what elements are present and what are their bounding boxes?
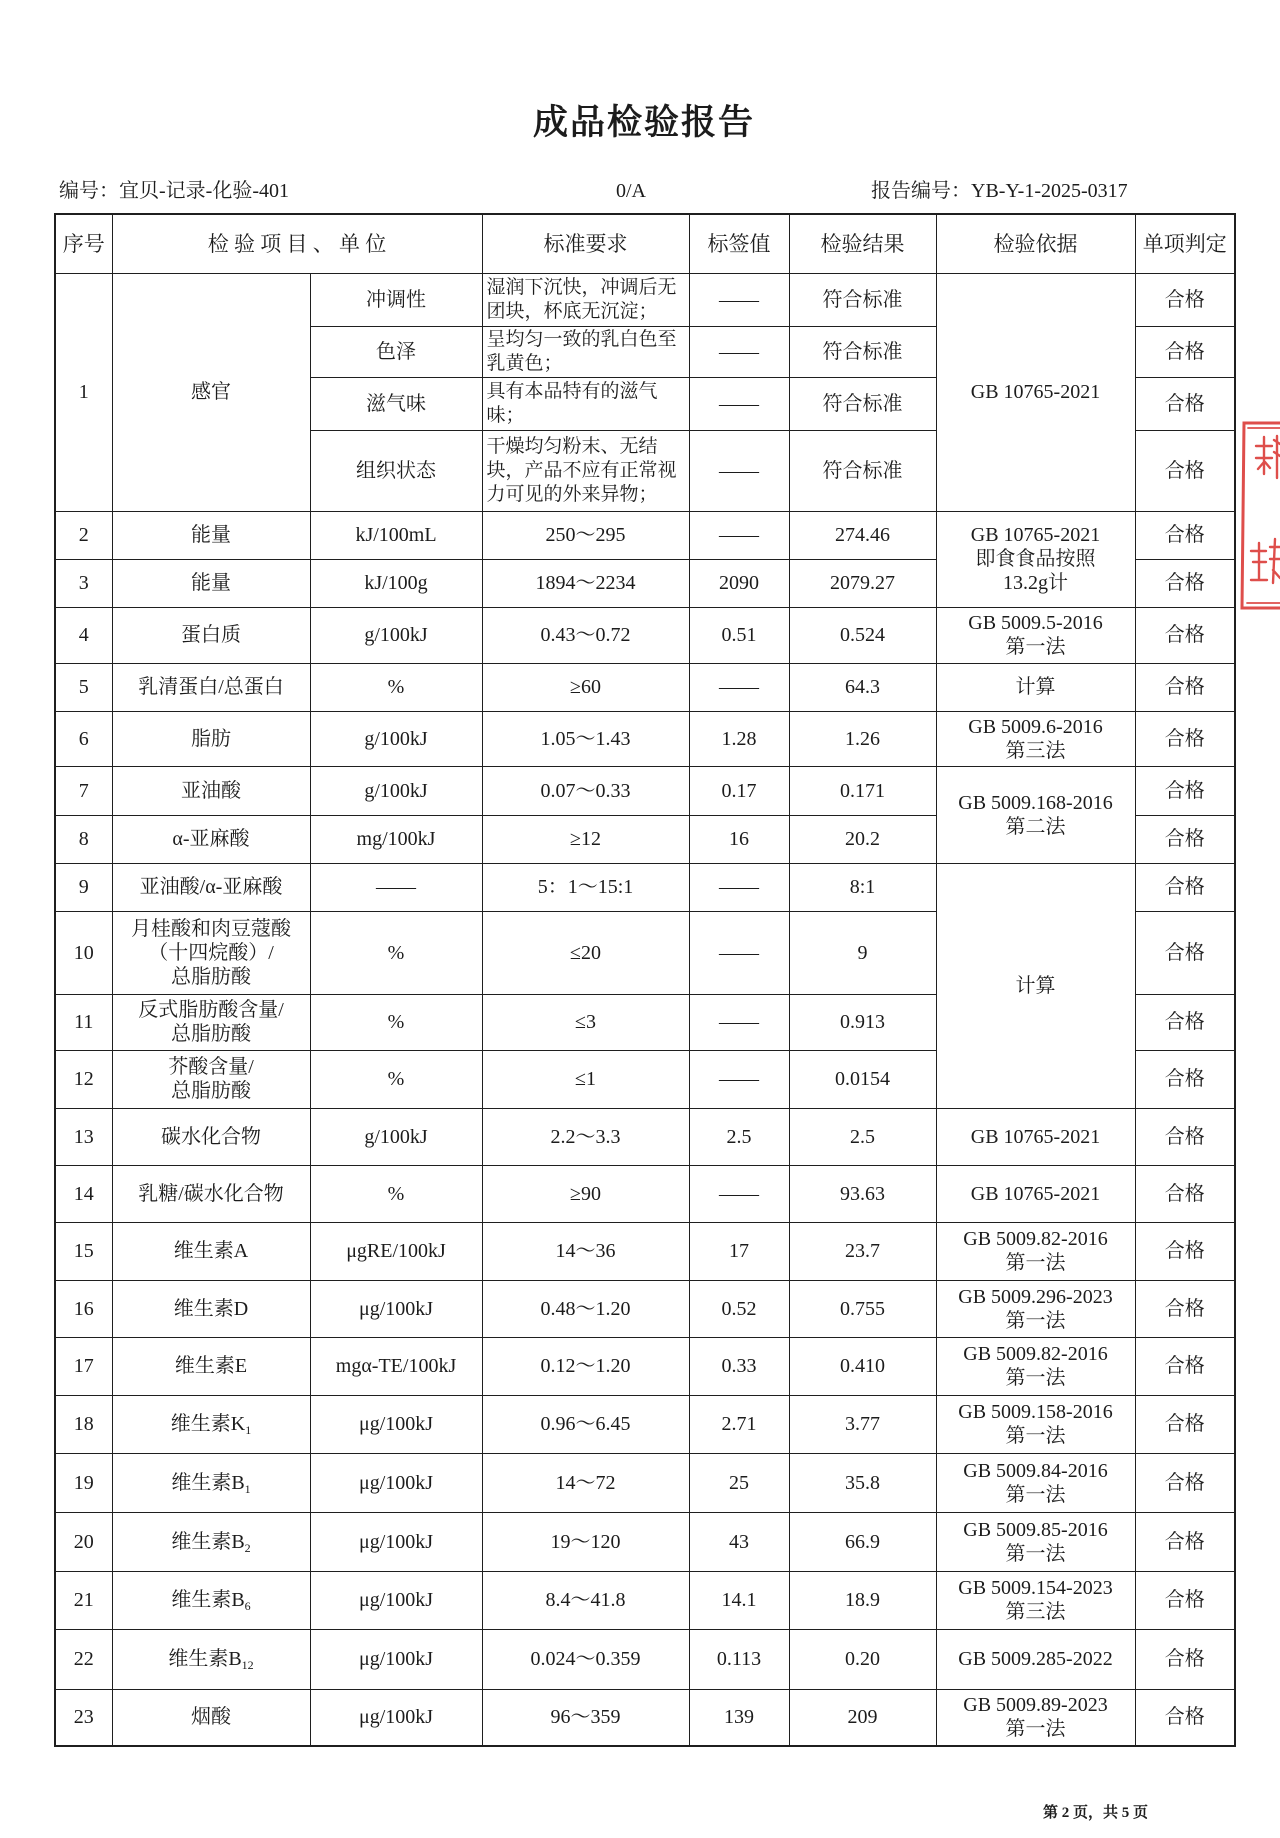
row-8-no: 8 bbox=[55, 815, 112, 863]
row-9-unit: —— bbox=[310, 863, 482, 911]
row-19-standard: 14～72 bbox=[482, 1453, 689, 1512]
row-2-unit: kJ/100mL bbox=[310, 511, 482, 559]
row-22-item-subscript: 12 bbox=[241, 1658, 254, 1672]
row-7-unit: g/100kJ bbox=[310, 766, 482, 815]
row-3-verdict: 合格 bbox=[1135, 559, 1235, 607]
row-16-item-name: 维生素D bbox=[173, 1297, 249, 1320]
row-11-item bbox=[112, 994, 310, 1050]
row-17-result: 0.410 bbox=[789, 1337, 936, 1395]
row-1-sub-3-label-value: —— bbox=[689, 377, 789, 430]
row-11-standard: ≤3 bbox=[482, 994, 689, 1050]
row-14-standard: ≥90 bbox=[482, 1165, 689, 1222]
row-14-item-name: 乳糖/碳水化合物 bbox=[138, 1182, 284, 1205]
table-row bbox=[55, 766, 1235, 815]
row-15-no: 15 bbox=[55, 1222, 112, 1280]
row-17-standard: 0.12～1.20 bbox=[482, 1337, 689, 1395]
row-14-no: 14 bbox=[55, 1165, 112, 1222]
row-18-item-subscript: 1 bbox=[245, 1423, 252, 1437]
row-14-verdict: 合格 bbox=[1135, 1165, 1235, 1222]
row-10-verdict: 合格 bbox=[1135, 911, 1235, 994]
row-22-label-value: 0.113 bbox=[689, 1629, 789, 1689]
row-18-item-name: 维生素K bbox=[170, 1413, 246, 1435]
row-14-result: 93.63 bbox=[789, 1165, 936, 1222]
row-3-no: 3 bbox=[55, 559, 112, 607]
table-header-row bbox=[55, 214, 1235, 273]
row-18-item bbox=[112, 1395, 310, 1453]
row-6-no: 6 bbox=[55, 711, 112, 766]
row-20-item bbox=[112, 1512, 310, 1571]
row-11-no: 11 bbox=[55, 994, 112, 1050]
row-23-label-value: 139 bbox=[689, 1689, 789, 1746]
row-4-unit: g/100kJ bbox=[310, 607, 482, 663]
table-row bbox=[55, 1453, 1235, 1512]
row-13-no: 13 bbox=[55, 1108, 112, 1165]
row-1-sub-2-standard: 呈均匀一致的乳白色至 乳黄色； bbox=[482, 326, 689, 377]
row-7-standard: 0.07～0.33 bbox=[482, 766, 689, 815]
row-9-label-value: —— bbox=[689, 863, 789, 911]
row-1-no: 1 bbox=[55, 273, 112, 511]
row-12-result: 0.0154 bbox=[789, 1050, 936, 1108]
row-15-item bbox=[112, 1222, 310, 1280]
row-5-unit: % bbox=[310, 663, 482, 711]
table-row bbox=[55, 1165, 1235, 1222]
row-15-item-name: 维生素A bbox=[173, 1240, 249, 1262]
row-7-label-value: 0.17 bbox=[689, 766, 789, 815]
row-20-verdict: 合格 bbox=[1135, 1512, 1235, 1571]
row-17-basis: GB 5009.82-2016 第一法 bbox=[936, 1337, 1135, 1395]
row-21-standard: 8.4～41.8 bbox=[482, 1571, 689, 1629]
row-21-item-name: 维生素B bbox=[171, 1589, 245, 1611]
row-9-item bbox=[112, 863, 310, 911]
row-9-basis: 计算 bbox=[936, 863, 1135, 1108]
header-basis: 检验依据 bbox=[936, 214, 1135, 273]
row-18-result: 3.77 bbox=[789, 1395, 936, 1453]
row-5-basis: 计算 bbox=[936, 663, 1135, 711]
header-label-value: 标签值 bbox=[689, 214, 789, 273]
row-13-item-name: 碳水化合物 bbox=[161, 1125, 261, 1148]
row-17-no: 17 bbox=[55, 1337, 112, 1395]
row-20-standard: 19～120 bbox=[482, 1512, 689, 1571]
table-row bbox=[55, 1108, 1235, 1165]
row-18-label-value: 2.71 bbox=[689, 1395, 789, 1453]
row-6-result: 1.26 bbox=[789, 711, 936, 766]
row-20-result: 66.9 bbox=[789, 1512, 936, 1571]
row-13-standard: 2.2～3.3 bbox=[482, 1108, 689, 1165]
row-17-unit: mgα-TE/100kJ bbox=[310, 1337, 482, 1395]
row-6-item bbox=[112, 711, 310, 766]
row-22-no: 22 bbox=[55, 1629, 112, 1689]
table-row bbox=[55, 1395, 1235, 1453]
row-1-sub-4-name: 组织状态 bbox=[310, 430, 482, 511]
table-row bbox=[55, 1689, 1235, 1746]
row-15-result: 23.7 bbox=[789, 1222, 936, 1280]
row-11-verdict: 合格 bbox=[1135, 994, 1235, 1050]
row-3-result: 2079.27 bbox=[789, 559, 936, 607]
row-5-result: 64.3 bbox=[789, 663, 936, 711]
row-13-label-value: 2.5 bbox=[689, 1108, 789, 1165]
row-2-item-name: 能量 bbox=[191, 524, 231, 546]
row-19-item-name: 维生素B bbox=[171, 1471, 245, 1494]
row-18-unit: μg/100kJ bbox=[310, 1395, 482, 1453]
row-1-sub-1-standard: 湿润下沉快，冲调后无 团块，杯底无沉淀； bbox=[482, 273, 689, 326]
row-23-result: 209 bbox=[789, 1689, 936, 1746]
row-20-unit: μg/100kJ bbox=[310, 1512, 482, 1571]
row-9-no: 9 bbox=[55, 863, 112, 911]
header-verdict: 单项判定 bbox=[1135, 214, 1235, 273]
row-16-result: 0.755 bbox=[789, 1280, 936, 1337]
table-row bbox=[55, 607, 1235, 663]
row-1-sub-2-verdict: 合格 bbox=[1135, 326, 1235, 377]
row-19-label-value: 25 bbox=[689, 1453, 789, 1512]
row-1-sub-3-standard: 具有本品特有的滋气 味； bbox=[482, 377, 689, 430]
page-title: 成品检验报告 bbox=[532, 103, 755, 142]
row-10-result: 9 bbox=[789, 911, 936, 994]
page-number: 第 2 页，共 5 页 bbox=[1043, 1805, 1149, 1821]
table-row bbox=[55, 863, 1235, 911]
row-4-item-name: 蛋白质 bbox=[181, 624, 241, 646]
row-4-result: 0.524 bbox=[789, 607, 936, 663]
row-5-item bbox=[112, 663, 310, 711]
row-20-basis: GB 5009.85-2016 第一法 bbox=[936, 1512, 1135, 1571]
row-17-item-name: 维生素E bbox=[174, 1355, 248, 1377]
row-1-sub-2-result: 符合标准 bbox=[789, 326, 936, 377]
header-no: 序号 bbox=[55, 214, 112, 273]
header-result: 检验结果 bbox=[789, 214, 936, 273]
row-23-no: 23 bbox=[55, 1689, 112, 1746]
row-10-item-name: 月桂酸和肉豆蔻酸 （十四烷酸）/ 总脂肪酸 bbox=[131, 917, 291, 988]
row-9-item-name: 亚油酸/α-亚麻酸 bbox=[139, 876, 283, 898]
row-21-result: 18.9 bbox=[789, 1571, 936, 1629]
row-8-item bbox=[112, 815, 310, 863]
row-15-unit: μgRE/100kJ bbox=[310, 1222, 482, 1280]
row-10-standard: ≤20 bbox=[482, 911, 689, 994]
row-1-sub-4-result: 符合标准 bbox=[789, 430, 936, 511]
row-14-basis: GB 10765-2021 bbox=[936, 1165, 1135, 1222]
row-18-no: 18 bbox=[55, 1395, 112, 1453]
row-16-label-value: 0.52 bbox=[689, 1280, 789, 1337]
row-8-verdict: 合格 bbox=[1135, 815, 1235, 863]
row-22-item bbox=[112, 1629, 310, 1689]
row-22-verdict: 合格 bbox=[1135, 1629, 1235, 1689]
row-12-label-value: —— bbox=[689, 1050, 789, 1108]
table-row bbox=[55, 711, 1235, 766]
row-6-verdict: 合格 bbox=[1135, 711, 1235, 766]
row-17-label-value: 0.33 bbox=[689, 1337, 789, 1395]
row-4-no: 4 bbox=[55, 607, 112, 663]
row-11-result: 0.913 bbox=[789, 994, 936, 1050]
row-15-standard: 14～36 bbox=[482, 1222, 689, 1280]
row-19-item bbox=[112, 1453, 310, 1512]
row-22-unit: μg/100kJ bbox=[310, 1629, 482, 1689]
row-3-unit: kJ/100g bbox=[310, 559, 482, 607]
row-21-verdict: 合格 bbox=[1135, 1571, 1235, 1629]
row-1-sub-1-verdict: 合格 bbox=[1135, 273, 1235, 326]
row-16-unit: μg/100kJ bbox=[310, 1280, 482, 1337]
row-7-item bbox=[112, 766, 310, 815]
row-18-verdict: 合格 bbox=[1135, 1395, 1235, 1453]
row-1-sub-4-verdict: 合格 bbox=[1135, 430, 1235, 511]
row-3-standard: 1894～2234 bbox=[482, 559, 689, 607]
table-row bbox=[55, 511, 1235, 559]
row-21-basis: GB 5009.154-2023 第三法 bbox=[936, 1571, 1135, 1629]
inspection-table bbox=[54, 213, 1236, 1747]
row-19-item-subscript: 1 bbox=[244, 1481, 251, 1496]
row-19-unit: μg/100kJ bbox=[310, 1453, 482, 1512]
row-2-standard: 250～295 bbox=[482, 511, 689, 559]
table-row bbox=[55, 1280, 1235, 1337]
row-1-sub-1-name: 冲调性 bbox=[310, 273, 482, 326]
row-2-label-value: —— bbox=[689, 511, 789, 559]
row-16-basis: GB 5009.296-2023 第一法 bbox=[936, 1280, 1135, 1337]
row-11-unit: % bbox=[310, 994, 482, 1050]
row-14-item bbox=[112, 1165, 310, 1222]
row-12-unit: % bbox=[310, 1050, 482, 1108]
row-2-item bbox=[112, 511, 310, 559]
row-16-standard: 0.48～1.20 bbox=[482, 1280, 689, 1337]
row-8-unit: mg/100kJ bbox=[310, 815, 482, 863]
row-8-label-value: 16 bbox=[689, 815, 789, 863]
row-12-standard: ≤1 bbox=[482, 1050, 689, 1108]
row-19-result: 35.8 bbox=[789, 1453, 936, 1512]
row-12-item-name: 芥酸含量/ 总脂肪酸 bbox=[168, 1056, 254, 1102]
row-13-unit: g/100kJ bbox=[310, 1108, 482, 1165]
row-1-basis: GB 10765-2021 bbox=[936, 273, 1135, 511]
row-6-label-value: 1.28 bbox=[689, 711, 789, 766]
row-7-result: 0.171 bbox=[789, 766, 936, 815]
row-16-verdict: 合格 bbox=[1135, 1280, 1235, 1337]
row-1-sub-3-verdict: 合格 bbox=[1135, 377, 1235, 430]
row-4-label-value: 0.51 bbox=[689, 607, 789, 663]
row-23-basis: GB 5009.89-2023 第一法 bbox=[936, 1689, 1135, 1746]
row-2-verdict: 合格 bbox=[1135, 511, 1235, 559]
table-row bbox=[55, 1629, 1235, 1689]
row-19-verdict: 合格 bbox=[1135, 1453, 1235, 1512]
row-11-item-name: 反式脂肪酸含量/ 总脂肪酸 bbox=[138, 999, 284, 1045]
row-22-item-name: 维生素B bbox=[168, 1648, 242, 1670]
row-9-verdict: 合格 bbox=[1135, 863, 1235, 911]
row-22-standard: 0.024～0.359 bbox=[482, 1629, 689, 1689]
row-2-no: 2 bbox=[55, 511, 112, 559]
row-22-basis: GB 5009.285-2022 bbox=[936, 1629, 1135, 1689]
row-23-verdict: 合格 bbox=[1135, 1689, 1235, 1746]
header-item-unit: 检 验 项 目 、 单 位 bbox=[112, 214, 482, 273]
row-4-item bbox=[112, 607, 310, 663]
row-7-no: 7 bbox=[55, 766, 112, 815]
row-18-standard: 0.96～6.45 bbox=[482, 1395, 689, 1453]
table-row bbox=[55, 273, 1235, 326]
row-7-item-name: 亚油酸 bbox=[181, 779, 241, 802]
row-13-verdict: 合格 bbox=[1135, 1108, 1235, 1165]
row-15-verdict: 合格 bbox=[1135, 1222, 1235, 1280]
row-18-basis: GB 5009.158-2016 第一法 bbox=[936, 1395, 1135, 1453]
row-23-item bbox=[112, 1689, 310, 1746]
row-12-verdict: 合格 bbox=[1135, 1050, 1235, 1108]
row-19-no: 19 bbox=[55, 1453, 112, 1512]
table-row bbox=[55, 1337, 1235, 1395]
row-12-no: 12 bbox=[55, 1050, 112, 1108]
row-4-standard: 0.43～0.72 bbox=[482, 607, 689, 663]
row-1-sub-3-name: 滋气味 bbox=[310, 377, 482, 430]
table-row bbox=[55, 1222, 1235, 1280]
document-version: 0/A bbox=[616, 180, 646, 202]
row-23-unit: μg/100kJ bbox=[310, 1689, 482, 1746]
row-23-standard: 96～359 bbox=[482, 1689, 689, 1746]
row-6-unit: g/100kJ bbox=[310, 711, 482, 766]
row-14-unit: % bbox=[310, 1165, 482, 1222]
row-6-item-name: 脂肪 bbox=[191, 727, 231, 750]
table-row bbox=[55, 1512, 1235, 1571]
row-3-label-value: 2090 bbox=[689, 559, 789, 607]
row-5-item-name: 乳清蛋白/总蛋白 bbox=[138, 676, 284, 698]
row-20-no: 20 bbox=[55, 1512, 112, 1571]
row-21-item-subscript: 6 bbox=[244, 1599, 251, 1613]
row-1-sub-4-standard: 干燥均匀粉末、无结 块，产品不应有正常视 力可见的外来异物； bbox=[482, 430, 689, 511]
row-9-result: 8:1 bbox=[789, 863, 936, 911]
row-14-label-value: —— bbox=[689, 1165, 789, 1222]
row-17-item bbox=[112, 1337, 310, 1395]
row-1-sub-2-label-value: —— bbox=[689, 326, 789, 377]
row-11-label-value: —— bbox=[689, 994, 789, 1050]
row-4-verdict: 合格 bbox=[1135, 607, 1235, 663]
table-row bbox=[55, 663, 1235, 711]
row-13-item bbox=[112, 1108, 310, 1165]
row-10-label-value: —— bbox=[689, 911, 789, 994]
row-6-basis: GB 5009.6-2016 第三法 bbox=[936, 711, 1135, 766]
row-1-sub-3-result: 符合标准 bbox=[789, 377, 936, 430]
table-body bbox=[55, 273, 1235, 1746]
row-10-no: 10 bbox=[55, 911, 112, 994]
row-3-item-name: 能量 bbox=[191, 572, 231, 594]
red-seal-fragment bbox=[1236, 412, 1280, 618]
row-16-item bbox=[112, 1280, 310, 1337]
row-17-verdict: 合格 bbox=[1135, 1337, 1235, 1395]
row-8-standard: ≥12 bbox=[482, 815, 689, 863]
row-8-item-name: α-亚麻酸 bbox=[172, 828, 250, 850]
row-1-sub-2-name: 色泽 bbox=[310, 326, 482, 377]
row-1-sub-1-label-value: —— bbox=[689, 273, 789, 326]
report-number: 报告编号：YB-Y-1-2025-0317 bbox=[871, 180, 1128, 202]
row-5-no: 5 bbox=[55, 663, 112, 711]
row-5-verdict: 合格 bbox=[1135, 663, 1235, 711]
row-20-label-value: 43 bbox=[689, 1512, 789, 1571]
row-20-item-name: 维生素B bbox=[171, 1530, 245, 1553]
row-1-sub-4-label-value: —— bbox=[689, 430, 789, 511]
row-3-item bbox=[112, 559, 310, 607]
row-8-result: 20.2 bbox=[789, 815, 936, 863]
table-row bbox=[55, 1571, 1235, 1629]
row-20-item-subscript: 2 bbox=[244, 1540, 251, 1555]
header-standard: 标准要求 bbox=[482, 214, 689, 273]
row-4-basis: GB 5009.5-2016 第一法 bbox=[936, 607, 1135, 663]
row-2-result: 274.46 bbox=[789, 511, 936, 559]
row-1-sub-1-result: 符合标准 bbox=[789, 273, 936, 326]
row-1-item: 感官 bbox=[112, 273, 310, 511]
row-23-item-name: 烟酸 bbox=[191, 1706, 231, 1729]
row-13-result: 2.5 bbox=[789, 1108, 936, 1165]
row-5-standard: ≥60 bbox=[482, 663, 689, 711]
row-21-label-value: 14.1 bbox=[689, 1571, 789, 1629]
row-5-label-value: —— bbox=[689, 663, 789, 711]
table-header bbox=[55, 214, 1235, 273]
row-13-basis: GB 10765-2021 bbox=[936, 1108, 1135, 1165]
record-number: 编号：宜贝-记录-化验-401 bbox=[59, 180, 289, 202]
row-21-unit: μg/100kJ bbox=[310, 1571, 482, 1629]
row-7-verdict: 合格 bbox=[1135, 766, 1235, 815]
row-6-standard: 1.05～1.43 bbox=[482, 711, 689, 766]
row-2-basis: GB 10765-2021 即食食品按照 13.2g计 bbox=[936, 511, 1135, 607]
row-22-result: 0.20 bbox=[789, 1629, 936, 1689]
row-16-no: 16 bbox=[55, 1280, 112, 1337]
row-10-unit: % bbox=[310, 911, 482, 994]
row-21-no: 21 bbox=[55, 1571, 112, 1629]
row-10-item bbox=[112, 911, 310, 994]
row-19-basis: GB 5009.84-2016 第一法 bbox=[936, 1453, 1135, 1512]
row-9-standard: 5：1～15:1 bbox=[482, 863, 689, 911]
row-12-item bbox=[112, 1050, 310, 1108]
row-21-item bbox=[112, 1571, 310, 1629]
row-15-basis: GB 5009.82-2016 第一法 bbox=[936, 1222, 1135, 1280]
row-15-label-value: 17 bbox=[689, 1222, 789, 1280]
row-7-basis: GB 5009.168-2016 第二法 bbox=[936, 766, 1135, 863]
